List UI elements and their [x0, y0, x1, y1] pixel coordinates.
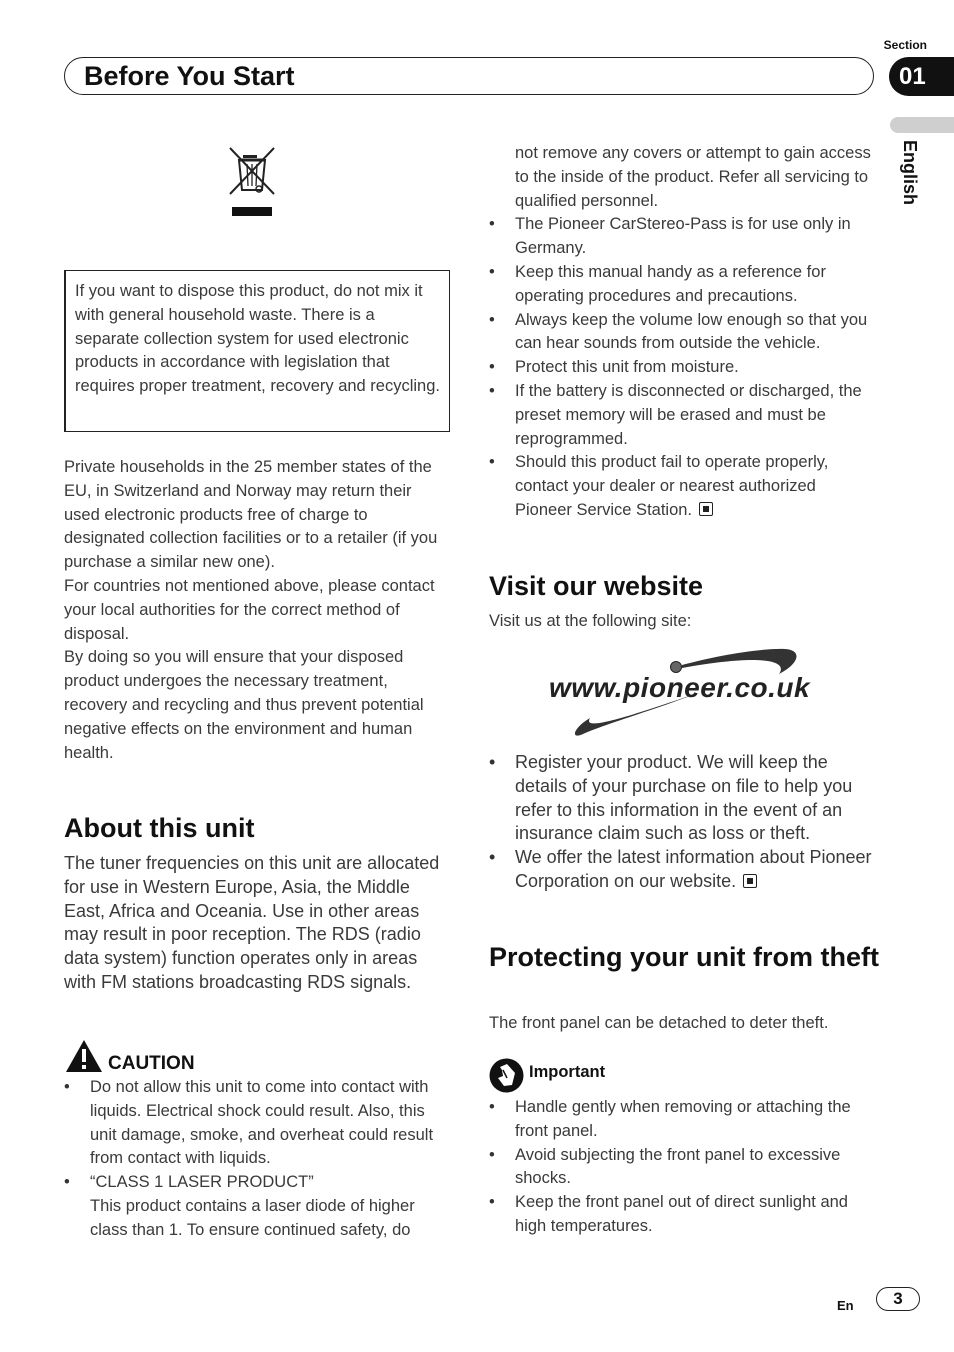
end-mark-icon [699, 502, 713, 516]
section-label: Section [883, 38, 927, 52]
weee-crossed-bin-icon [228, 146, 276, 218]
laser-note: This product contains a laser diode of higher class than 1. To ensure continued safety, do [90, 1196, 415, 1239]
website-list [489, 751, 875, 894]
disposal-notice-box [64, 270, 450, 432]
disposal-info [64, 456, 448, 765]
list-item: • The Pioneer CarStereo-Pass is for use only in Germany. [489, 213, 877, 261]
list-item [489, 451, 877, 522]
important-title: Important [529, 1063, 606, 1081]
page-title: Before You Start [84, 61, 295, 91]
list-item: • Protect this unit from moisture. [489, 356, 877, 380]
disposal-notice-text: If you want to dispose this product, do not mix it with general household waste. There is a separate collection system for used electronic products in accordance with legislation that requires proper treatment, recovery and recycling. [75, 282, 440, 396]
disposal-paragraph: Private households in the 25 member states of the EU, in Switzerland and Norway may return their used electronic products free of charge to designated collection facilities or to a retailer (if you purchase a similar new one). [64, 458, 438, 572]
list-item: • Keep this manual handy as a reference for operating procedures and precautions. [489, 261, 877, 309]
important-hand-icon [489, 1058, 524, 1093]
list-item: • Avoid subjecting the front panel to excessive shocks. [489, 1144, 877, 1192]
language-tab [890, 117, 954, 133]
list-item: • If the battery is disconnected or discharged, the preset memory will be erased and must be reprogrammed. [489, 380, 877, 451]
page-number: 3 [876, 1287, 920, 1311]
website-intro: Visit us at the following site: [489, 612, 692, 630]
caution-triangle-icon [64, 1038, 104, 1074]
disposal-paragraph: For countries not mentioned above, please contact your local authorities for the correct method of disposal. [64, 576, 435, 643]
logo-url-text: www.pioneer.co.uk [549, 672, 811, 703]
pioneer-website-logo[interactable] [545, 644, 825, 740]
theft-intro: The front panel can be detached to deter theft. [489, 1014, 829, 1032]
about-text [64, 852, 450, 995]
precautions-list [489, 142, 877, 523]
list-item-text: Should this product fail to operate properly, contact your dealer or nearest authorized Pioneer Service Station. [515, 453, 829, 519]
language-text: English [900, 140, 920, 206]
caution-list [64, 1076, 448, 1243]
end-mark-icon [743, 874, 757, 888]
list-item: • “CLASS 1 LASER PRODUCT” [64, 1171, 448, 1195]
disposal-paragraph: By doing so you will ensure that your disposed product undergoes the necessary treatment, recovery and recycling and thus prevent potential negative effects on the environment and human health. [64, 648, 424, 762]
list-item: • Register your product. We will keep the details of your purchase on file to help you refer to this information in the event of an insurance claim such as loss or theft. [489, 751, 875, 846]
list-item [489, 846, 875, 894]
list-item-text: We offer the latest information about Pioneer Corporation on our website. [515, 847, 872, 891]
section-number-tab: 01 [889, 57, 954, 96]
footer-language-code: En [837, 1298, 854, 1313]
continued-text: not remove any covers or attempt to gain access to the inside of the product. Refer all servicing to qualified personnel. [515, 144, 871, 210]
theft-heading: Protecting your unit from theft [489, 942, 879, 972]
list-item: • Always keep the volume low enough so that you can hear sounds from outside the vehicle. [489, 309, 877, 357]
caution-title: CAUTION [108, 1053, 195, 1074]
about-paragraph: The tuner frequencies on this unit are allocated for use in Western Europe, Asia, the Middle East, Africa and Oceania. Use in other areas may result in poor reception. The RDS (radio data system) function operates only in areas with FM stations broadcasting RDS signals. [64, 853, 440, 992]
theft-list [489, 1096, 877, 1239]
website-heading: Visit our website [489, 571, 704, 601]
list-item: • Keep the front panel out of direct sunlight and high temperatures. [489, 1191, 877, 1239]
about-heading: About this unit [64, 813, 255, 843]
language-label [890, 140, 930, 230]
list-item: • Handle gently when removing or attaching the front panel. [489, 1096, 877, 1144]
list-item: • Do not allow this unit to come into contact with liquids. Electrical shock could result. Also, this unit damage, smoke, and overheat could result from contact with liquids. [64, 1076, 448, 1171]
